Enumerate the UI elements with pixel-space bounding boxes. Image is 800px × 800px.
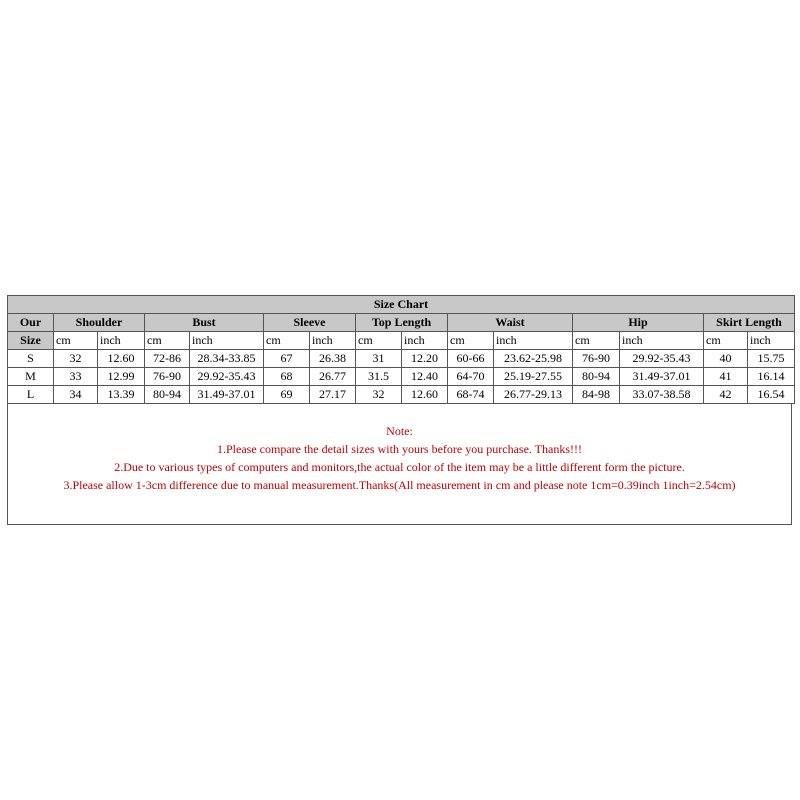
table-row <box>8 350 795 368</box>
size-header-line2: Size <box>8 332 54 350</box>
table-cell: 60-66 <box>448 350 494 368</box>
unit-inch: inch <box>748 332 795 350</box>
size-cell: L <box>8 386 54 404</box>
unit-inch: inch <box>310 332 356 350</box>
table-cell: 13.39 <box>98 386 145 404</box>
size-header: Our <box>8 314 54 332</box>
table-cell: 12.60 <box>402 386 448 404</box>
table-cell: 29.92-35.43 <box>190 368 264 386</box>
chart-title: Size Chart <box>8 296 795 314</box>
table-cell: 64-70 <box>448 368 494 386</box>
table-cell: 12.20 <box>402 350 448 368</box>
table-cell: 33 <box>54 368 98 386</box>
table-cell: 41 <box>704 368 748 386</box>
table-cell: 31.49-37.01 <box>620 368 704 386</box>
note-heading: Note: <box>386 424 413 438</box>
unit-cm: cm <box>448 332 494 350</box>
unit-cm: cm <box>573 332 620 350</box>
table-cell: 80-94 <box>145 386 190 404</box>
size-cell: M <box>8 368 54 386</box>
table-cell: 29.92-35.43 <box>620 350 704 368</box>
table-cell: 26.77-29.13 <box>494 386 573 404</box>
table-cell: 23.62-25.98 <box>494 350 573 368</box>
table-cell: 12.40 <box>402 368 448 386</box>
table-cell: 69 <box>264 386 310 404</box>
unit-inch: inch <box>190 332 264 350</box>
col-top-length: Top Length <box>356 314 448 332</box>
table-cell: 28.34-33.85 <box>190 350 264 368</box>
table-cell: 26.38 <box>310 350 356 368</box>
col-sleeve: Sleeve <box>264 314 356 332</box>
table-cell: 12.99 <box>98 368 145 386</box>
table-cell: 32 <box>356 386 402 404</box>
table-cell: 68-74 <box>448 386 494 404</box>
table-cell: 33.07-38.58 <box>620 386 704 404</box>
table-cell: 40 <box>704 350 748 368</box>
table-cell: 72-86 <box>145 350 190 368</box>
table-cell: 42 <box>704 386 748 404</box>
unit-cm: cm <box>54 332 98 350</box>
col-skirt-length: Skirt Length <box>704 314 795 332</box>
note-line-2: 2.Due to various types of computers and monitors,the actual color of the item may be a little different form the picture. <box>114 460 685 474</box>
unit-cm: cm <box>145 332 190 350</box>
table-cell: 32 <box>54 350 98 368</box>
unit-inch: inch <box>98 332 145 350</box>
table-cell: 80-94 <box>573 368 620 386</box>
notes-box <box>7 404 792 525</box>
table-cell: 31 <box>356 350 402 368</box>
note-line-3: 3.Please allow 1-3cm difference due to manual measurement.Thanks(All measurement in cm and please note 1cm=0.39inch 1inch=2.54cm) <box>63 478 736 492</box>
table-cell: 15.75 <box>748 350 795 368</box>
unit-cm: cm <box>356 332 402 350</box>
table-cell: 67 <box>264 350 310 368</box>
table-cell: 27.17 <box>310 386 356 404</box>
col-bust: Bust <box>145 314 264 332</box>
unit-inch: inch <box>620 332 704 350</box>
table-row <box>8 386 795 404</box>
table-cell: 68 <box>264 368 310 386</box>
table-cell: 12.60 <box>98 350 145 368</box>
size-chart <box>7 295 794 525</box>
note-line-1: 1.Please compare the detail sizes with yours before you purchase. Thanks!!! <box>217 442 582 456</box>
table-cell: 16.54 <box>748 386 795 404</box>
table-cell: 25.19-27.55 <box>494 368 573 386</box>
table-cell: 34 <box>54 386 98 404</box>
unit-inch: inch <box>494 332 573 350</box>
size-cell: S <box>8 350 54 368</box>
col-shoulder: Shoulder <box>54 314 145 332</box>
table-cell: 31.5 <box>356 368 402 386</box>
table-cell: 76-90 <box>145 368 190 386</box>
table-row <box>8 368 795 386</box>
size-chart-table <box>7 295 795 404</box>
unit-cm: cm <box>264 332 310 350</box>
unit-cm: cm <box>704 332 748 350</box>
col-waist: Waist <box>448 314 573 332</box>
table-cell: 31.49-37.01 <box>190 386 264 404</box>
table-cell: 26.77 <box>310 368 356 386</box>
col-hip: Hip <box>573 314 704 332</box>
unit-inch: inch <box>402 332 448 350</box>
table-cell: 76-90 <box>573 350 620 368</box>
table-cell: 16.14 <box>748 368 795 386</box>
table-cell: 84-98 <box>573 386 620 404</box>
